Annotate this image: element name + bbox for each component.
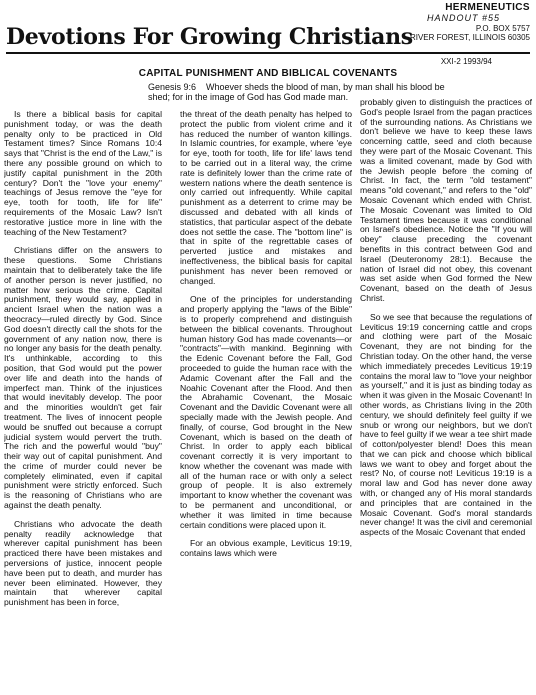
handout-number: HANDOUT #55 <box>426 13 500 23</box>
paragraph: So we see that because the regulations of Leviticus 19:19 concerning cattle and crops and clothing were part of the Mosaic Covenant, they are not binding for the Christian today. On the other hand, the verse which immediately precedes Leviticus 19:19 contains the moral law to "love your neighbor as yourself," and it is just as binding today as when it was given in the Mosaic Covenant! In other words, as Christians living in the 20th century, we should definitely feel guilty if we snub or wrong our neighbors, but we don't have to feel guilty if we wear a tee shirt made of cotton/polyester blend! Does this mean that we can pick and choose which biblical laws we want to obey and forget about the rest? No, of course not! Leviticus 19:19 is a moral law and God has never done away with, or changed any of His moral standards and principles that are contained in the Mosaic Covenant. God's moral standards never change! It was the civil and ceremonial aspects of the Mosaic Covenant that ended <box>360 311 532 538</box>
column-3 <box>360 14 532 599</box>
paragraph: probably given to distinguish the practices of God's people Israel from the pagan practices of the surrounding nations. As Christians we don't believe we have to keep these laws concerning cattle, seed and cloth because they were part of the Mosaic Covenant. This was a limited covenant, made by God with the Jewish people before the coming of Christ. In fact, the term "old testament" means "old covenant," and refers to the "old" Mosaic Covenant which ended with Christ. The Mosaic Covenant was limited to Old Testament times because it was conditional on Israel's obedience. Notice the "If you will obey" clause preceding the covenant benefits in this contract between God and Israel (Deuteronomy 28:1). Because the nation of Israel did not obey, this covenant was set aside when God formed the New Covenant, based on the death of Jesus Christ. <box>360 97 532 303</box>
column-2 <box>180 110 352 695</box>
paragraph: Is there a biblical basis for capital punishment today, or was the death penalty only to be practiced in Old Testament times? Since Romans 10:4 says that "Christ is the end of the Law," is there any possible ground on which to justify capital punishment in the 20th century? Don't the "love your enemy" teachings of Jesus remove the "eye for eye, tooth for tooth, life for life" requirements of the Mosaic Law? Isn't restorative justice more in line with the teaching of the New Testament? <box>4 110 162 237</box>
column-1 <box>4 110 162 695</box>
scripture-text: Whoever sheds the blood of man, by man shall his blood be shed; for in the image of God has God made man. <box>148 82 445 102</box>
publication-title: Devotions For Growing Christians <box>6 24 413 50</box>
address-line-1: P.O. BOX 5757 <box>475 24 530 33</box>
scripture-reference: Genesis 9:6 <box>148 82 197 92</box>
paragraph: Christians differ on the answers to these questions. Some Christians maintain that to deliberately take the life of another person is never justified, no matter how serious the crime. Capital punishment, they would say, applied in ancient Israel when the nation was a theocracy—ruled directly by God. Since God doesn't directly call the shots for the government of any nation now, there is no longer any basis for the death penalty. It's unthinkable, according to this position, that God would put the power over life and death into the hands of imperfect man. Think of the injustices that would inevitably develop. The poor and the minorities wouldn't get fair treatment. The lives of innocent people would be snuffed out because a corrupt judicial system would pervert the truth. The rich and the powerful would "buy" their way out of capital punishment. And the crime of murder could never be completely eliminated, even if capital punishment were strictly enforced. Such is the reasoning of Christians who are against the death penalty. <box>4 245 162 511</box>
paragraph: the threat of the death penalty has helped to protect the public from violent crime and it has reduced the number of wanton killings. In Islamic countries, for example, where 'eye for eye, tooth for tooth, life for life' laws tend to be carried out in a literal way, the crime rate is definitely lower than the crime rate of western nations where the death sentence is only carried out infrequently. While capital punishment as a deterrent to crime may be discussed and debated with all kinds of statistics, that particular aspect of the debate does not settle the case. The "bottom line" is that in spite of the regrettable cases of perverted justice and mistakes and ineffectiveness, the biblical basis for capital punishment has never been removed or changed. <box>180 110 352 286</box>
column-3-body <box>360 98 532 538</box>
paragraph: For an obvious example, Leviticus 19:19, contains laws which were <box>180 538 352 559</box>
article-headline: CAPITAL PUNISHMENT AND BIBLICAL COVENANTS <box>138 68 398 79</box>
paragraph: One of the principles for understanding and properly applying the "laws of the Bible" is to properly comprehend and distinguish between the biblical covenants. Throughout human history God has made covenants—or "contracts"—with mankind. Beginning with the Edenic Covenant before the Fall, God proceeded to guide the human race with the Adamic Covenant after the Fall and the Noahic Covenant after the Flood. And then the Abrahamic Covenant, the Mosaic Covenant and the Davidic Covenant were all specially made with the Jewish people. And finally, of course, God brought in the New Covenant, which is based on the death of Christ. In order to apply each biblical covenant correctly it is very important to know whether the covenant was made with all of the human race or with only a select group of people. It is also extremely important to know whether the covenant was to be permanent and unconditional, or whether it was limited in time because certain conditions were placed upon it. <box>180 294 352 530</box>
address-line-2: RIVER FOREST, ILLINOIS 60305 <box>409 33 530 42</box>
series-name: HERMENEUTICS <box>445 2 530 13</box>
paragraph: Christians who advocate the death penalty readily acknowledge that wherever capital punishment has been practiced there have been mistakes and perversions of justice, innocent people have been put to death, and murder has never been eliminated. However, they maintain that wherever capital punishment has been in force, <box>4 518 162 608</box>
issue-number: XXI-2 1993/94 <box>440 57 492 66</box>
